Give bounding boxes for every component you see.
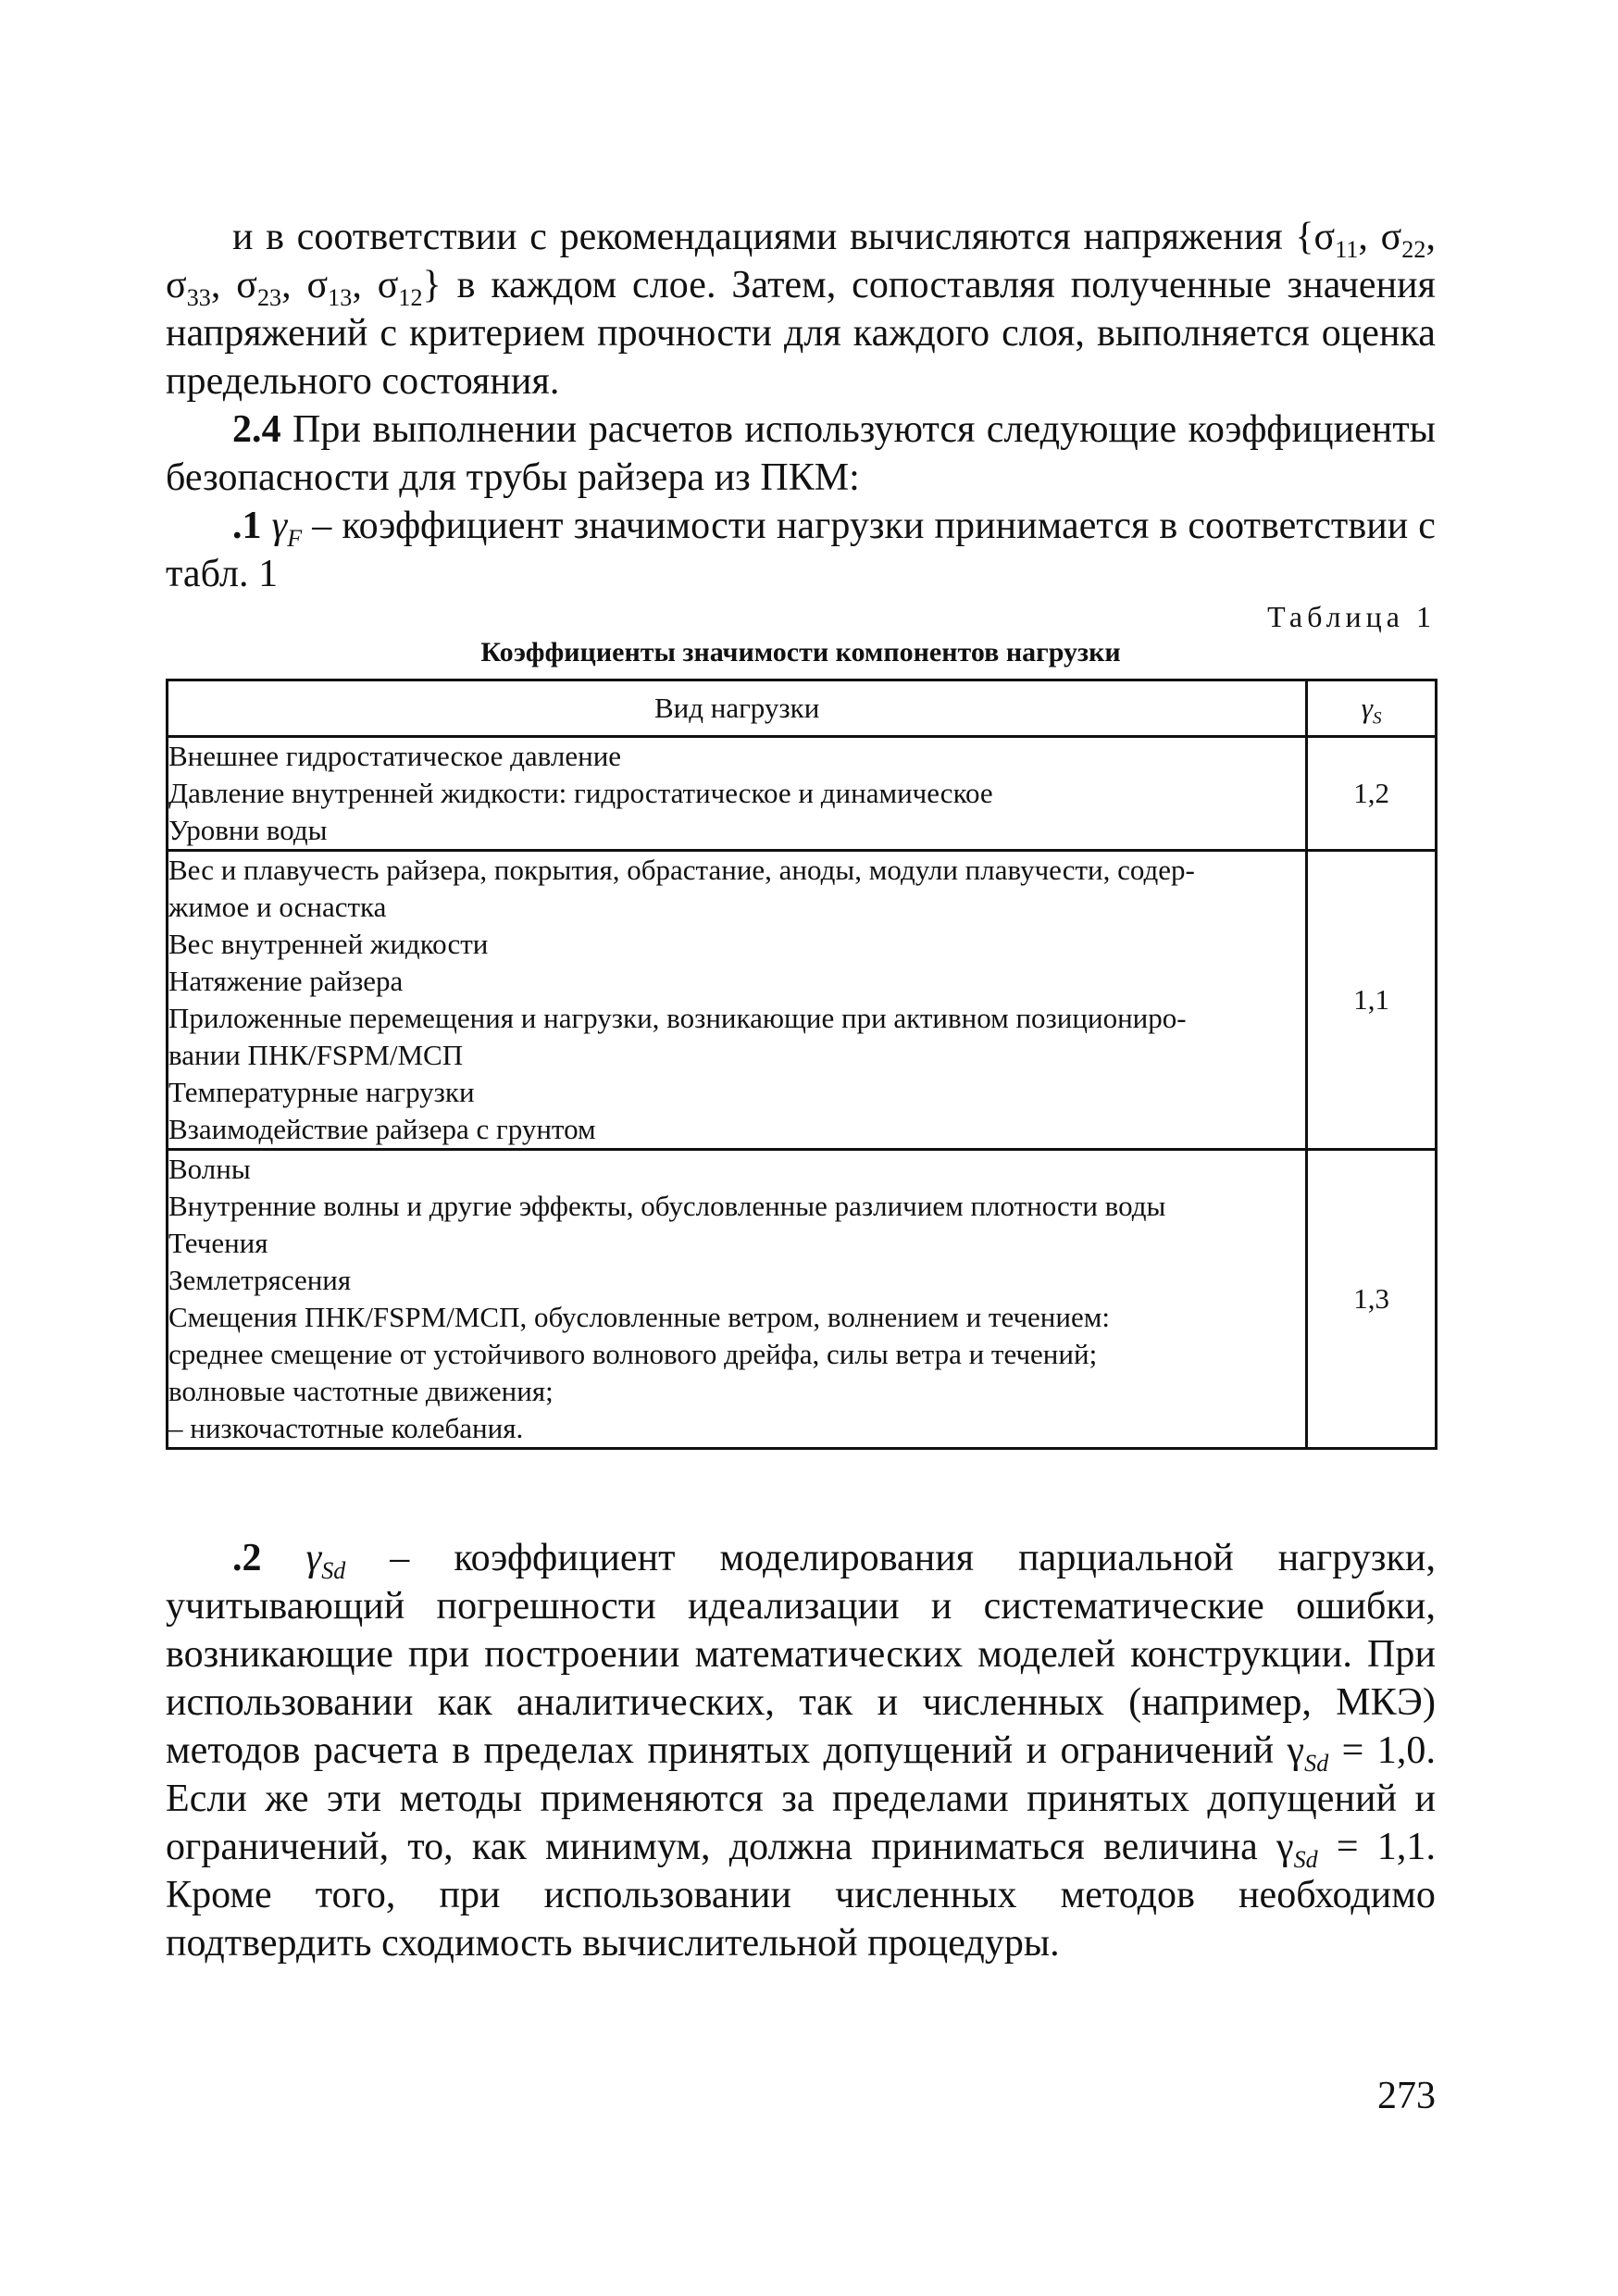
item-1-paragraph: .1 $\gamma_F$ – коэффициент значимости нагрузки принимается в соответствии с табл. 1	[166, 505, 1436, 595]
load-coefficients-table	[166, 679, 1438, 1450]
load-line: Давление внутренней жидкости: гидростатическое и динамическое	[168, 777, 993, 809]
load-line: Температурные нагрузки	[168, 1076, 475, 1108]
table-row	[168, 851, 1437, 1150]
table-label: Таблица 1	[1267, 600, 1436, 633]
load-line: Натяжение райзера	[168, 965, 404, 997]
header-load-type: Вид нагрузки	[168, 680, 1307, 737]
section-number: 2.4	[232, 408, 281, 451]
load-line: Приложенные перемещения и нагрузки, возникающие при активном позициониро-	[168, 1002, 1187, 1034]
load-line: Вес внутренней жидкости	[168, 928, 489, 960]
intro-paragraph-block	[166, 213, 1436, 598]
item-2-number: .2	[232, 1537, 262, 1579]
table-row	[168, 737, 1437, 851]
table-title: Коэффициенты значимости компонентов нагрузки	[480, 637, 1121, 668]
section-2-4-paragraph: 2.4 При выполнении расчетов используются следующие коэффициенты безопасности для трубы райзера из ПКМ:	[166, 408, 1436, 499]
page-number: 273	[1377, 2075, 1436, 2117]
gamma-value-cell: 1,3	[1307, 1150, 1437, 1449]
load-line: волновые частотные движения;	[168, 1375, 554, 1407]
header-gamma: $\gamma_S$	[1307, 680, 1437, 737]
gamma-value-cell: 1,1	[1307, 851, 1437, 1150]
load-line: Волны	[168, 1153, 251, 1185]
table-row	[168, 1150, 1437, 1449]
load-line: – низкочастотные колебания.	[168, 1412, 524, 1444]
load-cell	[168, 737, 1307, 851]
gamma-value-cell: 1,2	[1307, 737, 1437, 851]
item-2-paragraph: .2 $\gamma_{Sd}$ – коэффициент моделирования парциальной нагрузки, учитывающий погрешности идеализации и систематические ошибки, возникающие при построении математических моделей конструкции. При использовании как аналитических, так и численных (например, МКЭ) методов расчета в пределах принятых допущений и ограничений $\gamma_{Sd} = 1,0$. Если же эти методы применяются за пределами принятых допущений и ограничений, то, как минимум, должна приниматься величина $\gamma_{Sd} = 1,1$. Кроме того, при использовании численных методов необходимо подтвердить сходимость вычислительной процедуры.	[166, 1537, 1436, 1965]
load-line: вании ПНК/FSPM/МСП	[168, 1039, 464, 1071]
item-2-block	[166, 1534, 1436, 1967]
load-cell	[168, 1150, 1307, 1449]
load-line: Уровни воды	[168, 814, 328, 846]
item-1-number: .1	[232, 505, 262, 547]
table-header-row	[168, 680, 1437, 737]
load-line: Внутренние волны и другие эффекты, обусловленные различием плотности воды	[168, 1190, 1166, 1222]
load-line: Течения	[168, 1227, 268, 1259]
load-line: Внешнее гидростатическое давление	[168, 740, 622, 772]
load-line: Вес и плавучесть райзера, покрытия, обрастание, аноды, модули плавучести, содер-	[168, 854, 1195, 886]
load-line: Землетрясения	[168, 1264, 352, 1296]
load-line: Смещения ПНК/FSPM/МСП, обусловленные ветром, волнением и течением:	[168, 1301, 1110, 1333]
intro-paragraph: и в соответствии с рекомендациями вычисляются напряжения {$\sigma_{11}$, $\sigma_{22}$, $\sigma_{33}$, $\sigma_{23}$, $\sigma_{13}$, $\sigma_{12}$} в каждом слое. Затем, сопоставляя полученные значения напряжений с критерием прочности для каждого слоя, выполняется оценка предельного состояния.	[166, 216, 1437, 403]
load-line: Взаимодействие райзера с грунтом	[168, 1113, 596, 1145]
load-cell	[168, 851, 1307, 1150]
load-line: среднее смещение от устойчивого волнового дрейфа, силы ветра и течений;	[168, 1338, 1098, 1370]
load-line: жимое и оснастка	[168, 891, 387, 923]
